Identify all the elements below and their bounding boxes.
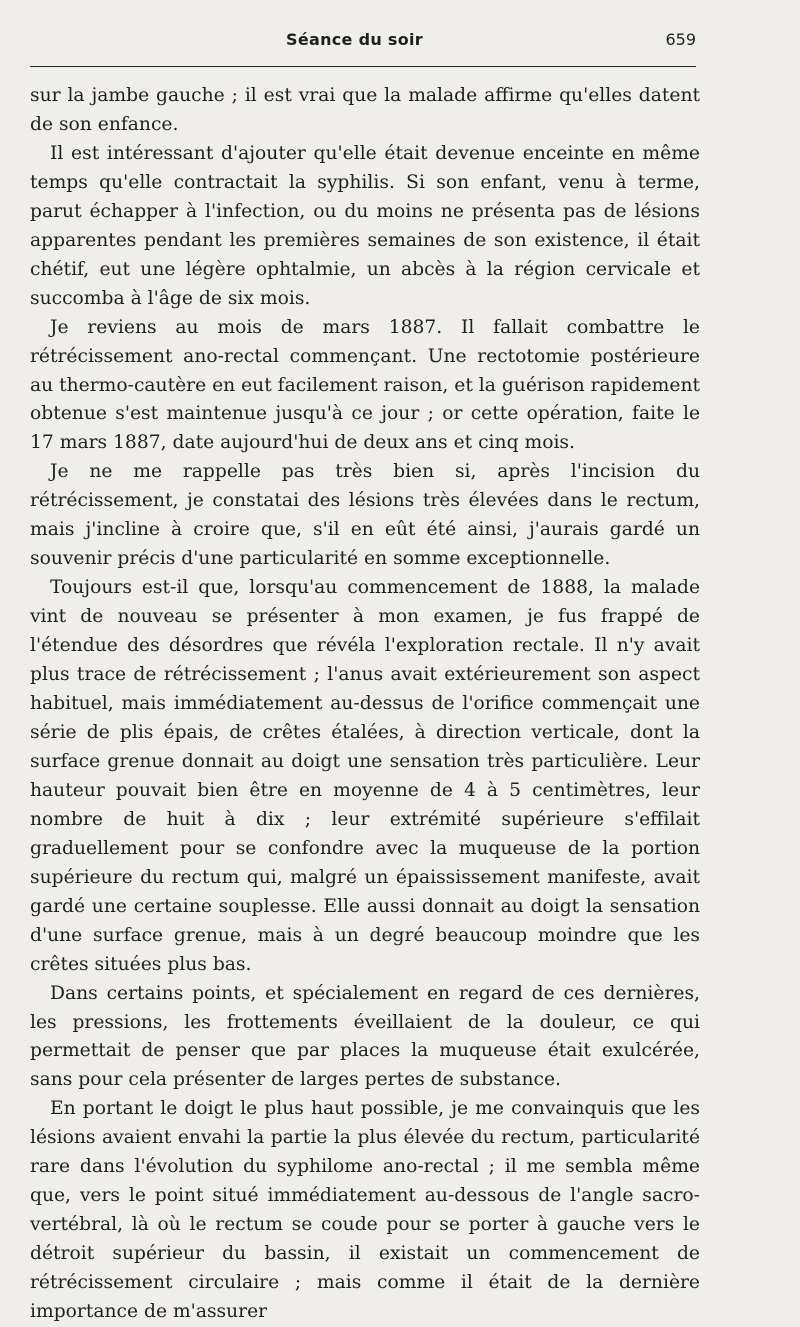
paragraph-2: Il est intéressant d'ajouter qu'elle était devenue enceinte en même temps qu'elle contractait la syphilis. Si son enfant, venu à terme, parut échapper à l'infection, ou du moins ne présenta pas de lésions apparentes pendant les premières semaines de son existence, il était chétif, eut une légère ophtalmie, un abcès à la région cervicale et succomba à l'âge de six mois. [30,142,700,309]
paragraph-7: En portant le doigt le plus haut possible, je me convainquis que les lésions avaient envahi la partie la plus élevée du rectum, particularité rare dans l'évolution du syphilome ano-rectal ; il me sembla même que, vers le point situé immédiatement au-dessous de l'angle sacro-vertébral, là où le rectum se coude pour se porter à gauche vers le détroit supérieur du bassin, il existait un commencement de rétrécissement circulaire ; mais comme il était de la dernière importance de m'assurer [30,1098,700,1323]
page-number: 659 [665,30,696,49]
running-title: Séance du soir [286,30,423,49]
running-header [30,26,696,56]
paragraph-5: Toujours est-il que, lorsqu'au commencement de 1888, la malade vint de nouveau se présenter à mon examen, je fus frappé de l'étendue des désordres que révéla l'exploration rectale. Il n'y avait plus trace de rétrécissement ; l'anus avait extérieurement son aspect habituel, mais immédiatement au-dessus de l'orifice commençait une série de plis épais, de crêtes étalées, à direction verticale, dont la surface grenue donnait au doigt une sensation très particulière. Leur hauteur pouvait bien être en moyenne de 4 à 5 centimètres, leur nombre de huit à dix ; leur extrémité supérieure s'effilait graduellement pour se confondre avec la muqueuse de la portion supérieure du rectum qui, malgré un épaississement manifeste, avait gardé une certaine souplesse. Elle aussi donnait au doigt la sensation d'une surface grenue, mais à un degré beaucoup moindre que les crêtes situées plus bas. [30,577,700,975]
paragraph-3: Je reviens au mois de mars 1887. Il fallait combattre le rétrécissement ano-rectal commençant. Une rectotomie postérieure au thermo-cautère en eut facilement raison, et la guérison rapidement obtenue s'est maintenue jusqu'à ce jour ; or cette opération, faite le 17 mars 1887, date aujourd'hui de deux ans et cinq mois. [30,316,700,454]
paragraph-6: Dans certains points, et spécialement en regard de ces dernières, les pressions, les frottements éveillaient de la douleur, ce qui permettait de penser que par places la muqueuse était exulcérée, sans pour cela présenter de larges pertes de substance. [30,982,700,1091]
header-rule [30,66,696,67]
paragraph-1: sur la jambe gauche ; il est vrai que la malade affirme qu'elles datent de son enfance. [30,85,700,135]
paragraph-4: Je ne me rappelle pas très bien si, après l'incision du rétrécissement, je constatai des lésions très élevées dans le rectum, mais j'incline à croire que, s'il en eût été ainsi, j'aurais gardé un souvenir précis d'une particularité en somme exceptionnelle. [30,461,700,570]
body-text [30,82,700,1327]
